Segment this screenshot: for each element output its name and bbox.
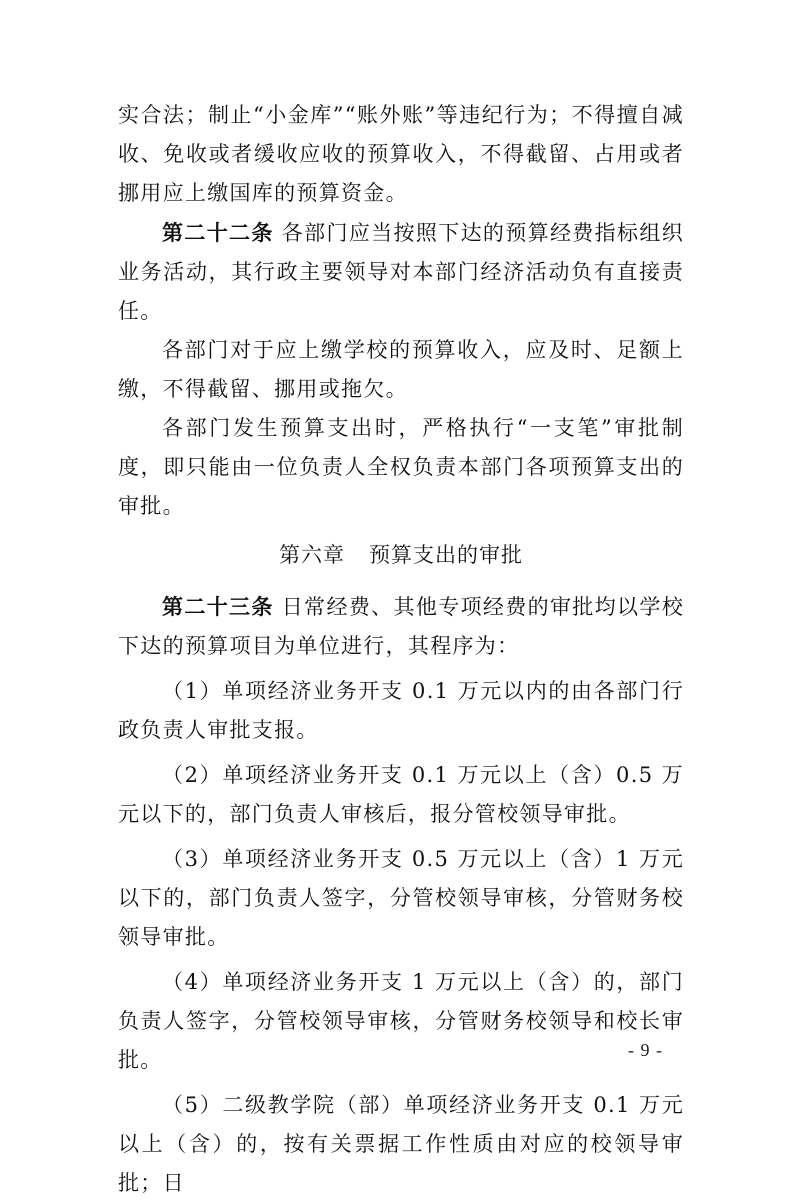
article-23-title: 第二十三条 bbox=[162, 594, 274, 619]
article-22 bbox=[118, 213, 684, 331]
chapter-number: 第六章 bbox=[279, 543, 345, 567]
article-23 bbox=[118, 587, 684, 666]
paragraph-continuation: 实合法；制止“小金库”“账外账”等违纪行为；不得擅自减收、免收或者缓收应收的预算收入，不得截留、占用或者挪用应上缴国库的预算资金。 bbox=[118, 103, 684, 205]
list-item: （1）单项经济业务开支 0.1 万元以内的由各部门行政负责人审批支报。 bbox=[118, 679, 684, 742]
article-22-title: 第二十二条 bbox=[162, 220, 274, 245]
chapter-heading bbox=[118, 536, 684, 575]
list-item: （4）单项经济业务开支 1 万元以上（含）的，部门负责人签字，分管校领导审核，分管财务校领导和校长审批。 bbox=[118, 970, 684, 1072]
article-22-paragraph-2: 各部门对于应上缴学校的预算收入，应及时、足额上缴，不得截留、挪用或拖欠。 bbox=[118, 338, 684, 401]
chapter-title: 预算支出的审批 bbox=[369, 543, 523, 567]
article-22-paragraph-3: 各部门发生预算支出时，严格执行“一支笔”审批制度，即只能由一位负责人全权负责本部门各项预算支出的审批。 bbox=[118, 416, 684, 518]
article-22-text: 各部门应当按照下达的预算经费指标组织业务活动，其行政主要领导对本部门经济活动负有直接责任。 bbox=[118, 221, 684, 323]
document-body bbox=[118, 96, 684, 1203]
list-item: （3）单项经济业务开支 0.5 万元以上（含）1 万元以下的，部门负责人签字，分管校领导审核，分管财务校领导审批。 bbox=[118, 847, 684, 949]
list-item: （2）单项经济业务开支 0.1 万元以上（含）0.5 万元以下的，部门负责人审核后，报分管校领导审批。 bbox=[118, 763, 684, 826]
article-23-text: 日常经费、其他专项经费的审批均以学校下达的预算项目为单位进行，其程序为： bbox=[118, 595, 684, 658]
list-item: （5）二级教学院（部）单项经济业务开支 0.1 万元以上（含）的，按有关票据工作性质由对应的校领导审批；日 bbox=[118, 1093, 684, 1195]
page-number: - 9 - bbox=[628, 1040, 663, 1060]
